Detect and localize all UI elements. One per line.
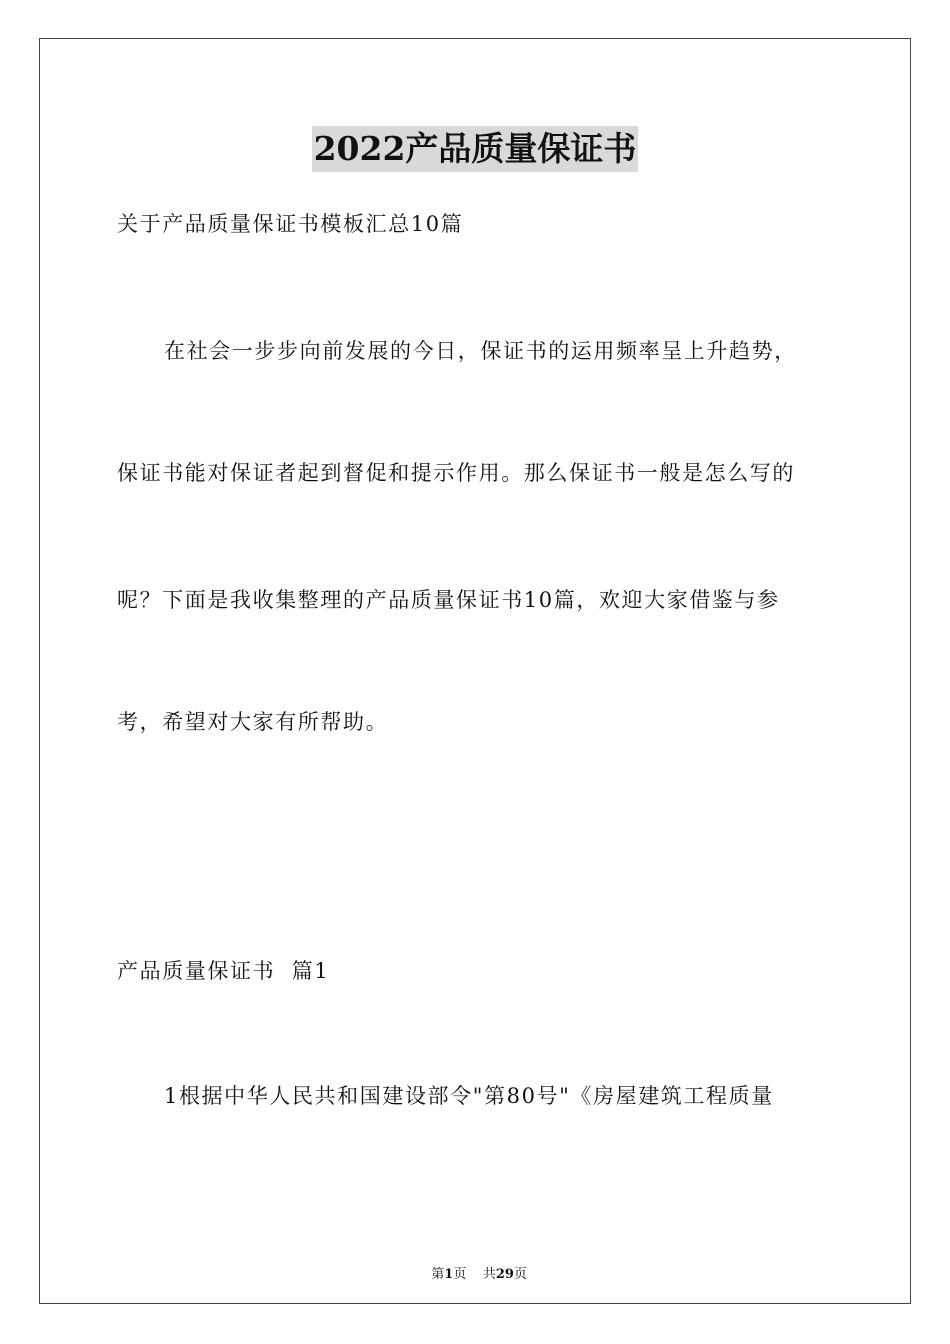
footer-page-number: 1 — [444, 1267, 454, 1282]
intro-line-3: 呢？下面是我收集整理的产品质量保证书10篇，欢迎大家借鉴与参 — [117, 588, 780, 612]
intro-line-1: 在社会一步步向前发展的今日，保证书的运用频率呈上升趋势， — [164, 339, 797, 363]
document-title: 2022产品质量保证书 — [312, 126, 639, 172]
footer-mid: 页 共 — [453, 1267, 496, 1282]
page-footer — [0, 1248, 950, 1284]
footer-total-pages: 29 — [495, 1267, 514, 1282]
section-body-line: 1根据中华人民共和国建设部令"第80号"《房屋建筑工程质量 — [164, 1084, 774, 1108]
footer-prefix: 第 — [431, 1267, 445, 1282]
section-heading: 产品质量保证书 篇1 — [117, 959, 330, 983]
footer-suffix: 页 — [513, 1267, 527, 1282]
document-subtitle: 关于产品质量保证书模板汇总10篇 — [117, 212, 464, 236]
intro-line-2: 保证书能对保证者起到督促和提示作用。那么保证书一般是怎么写的 — [117, 461, 795, 485]
title-container — [0, 126, 950, 172]
intro-line-4: 考，希望对大家有所帮助。 — [117, 710, 389, 734]
